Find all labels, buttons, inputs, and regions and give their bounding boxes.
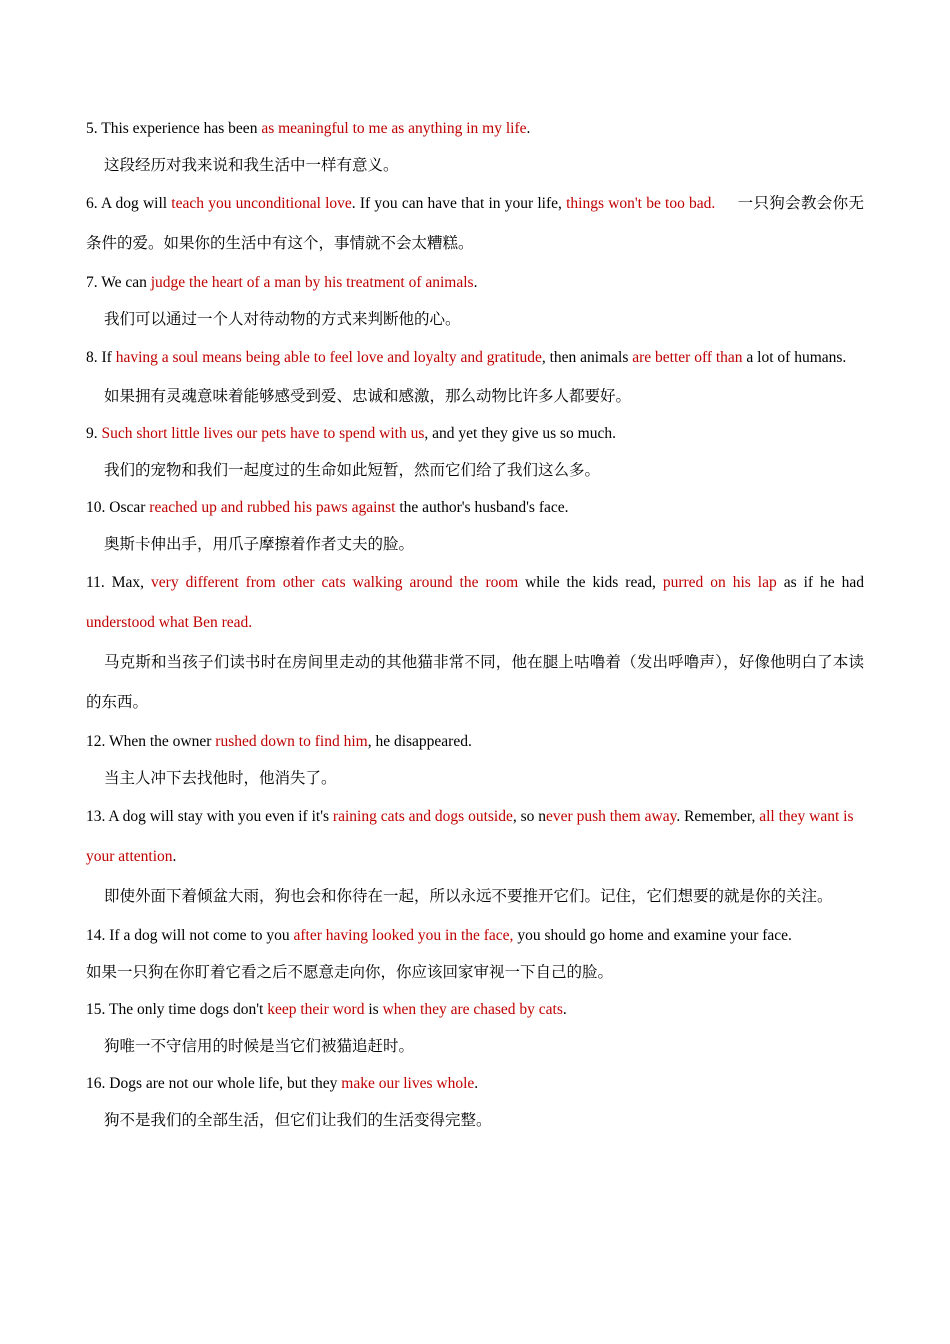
sentence-5-zh: 这段经历对我来说和我生活中一样有意义。 <box>104 157 399 174</box>
sentence-15-en: 15. The only time dogs don't keep their word is when they are chased by cats. <box>86 1001 567 1018</box>
sentence-7-en: 7. We can judge the heart of a man by his treatment of animals. <box>86 274 478 291</box>
sentence-9-zh: 我们的宠物和我们一起度过的生命如此短暂，然而它们给了我们这么多。 <box>104 462 601 479</box>
sentence-8-en: 8. If having a soul means being able to feel love and loyalty and gratitude, then animals are better off than a lot of humans. <box>86 349 847 366</box>
sentence-14-zh: 如果一只狗在你盯着它看之后不愿意走向你，你应该回家审视一下自己的脸。 <box>86 964 614 981</box>
sentence-9-en: 9. Such short little lives our pets have to spend with us, and yet they give us so much. <box>86 425 616 442</box>
sentence-12-en: 12. When the owner rushed down to find him, he disappeared. <box>86 733 472 750</box>
sentence-11-zh: 马克斯和当孩子们读书时在房间里走动的其他猫非常不同，他在腿上咕噜着（发出呼噜声），好像他明白了本读的东西。 <box>86 654 864 711</box>
sentence-5-en: 5. This experience has been as meaningful to me as anything in my life. <box>86 120 531 137</box>
sentence-6: 6. A dog will teach you unconditional love. If you can have that in your life, things won't be too bad. 一只狗会教会你无条件的爱。如果你的生活中有这个，事情就不会太糟糕。 <box>86 195 864 252</box>
sentence-13-zh: 即使外面下着倾盆大雨，狗也会和你待在一起，所以永远不要推开它们。记住，它们想要的就是你的关注。 <box>104 888 833 905</box>
sentence-16-en: 16. Dogs are not our whole life, but they make our lives whole. <box>86 1075 479 1092</box>
sentence-15-zh: 狗唯一不守信用的时候是当它们被猫追赶时。 <box>104 1038 415 1055</box>
sentence-10-zh: 奥斯卡伸出手，用爪子摩擦着作者丈夫的脸。 <box>104 536 415 553</box>
document-page <box>86 110 864 1139</box>
sentence-7-zh: 我们可以通过一个人对待动物的方式来判断他的心。 <box>104 311 461 328</box>
sentence-12-zh: 当主人冲下去找他时，他消失了。 <box>104 770 337 787</box>
sentence-8-zh: 如果拥有灵魂意味着能够感受到爱、忠诚和感激，那么动物比许多人都要好。 <box>104 388 632 405</box>
sentence-11-en: 11. Max, very different from other cats walking around the room while the kids read, purred on his lap as if he had understood what Ben read. <box>86 574 865 631</box>
sentence-10-en: 10. Oscar reached up and rubbed his paws against the author's husband's face. <box>86 499 569 516</box>
sentence-13-en: 13. A dog will stay with you even if it's raining cats and dogs outside, so never push them away. Remember, all they want is your attention. <box>86 808 854 865</box>
sentence-14-en: 14. If a dog will not come to you after having looked you in the face, you should go home and examine your face. <box>86 927 792 944</box>
sentence-16-zh: 狗不是我们的全部生活，但它们让我们的生活变得完整。 <box>104 1112 492 1129</box>
